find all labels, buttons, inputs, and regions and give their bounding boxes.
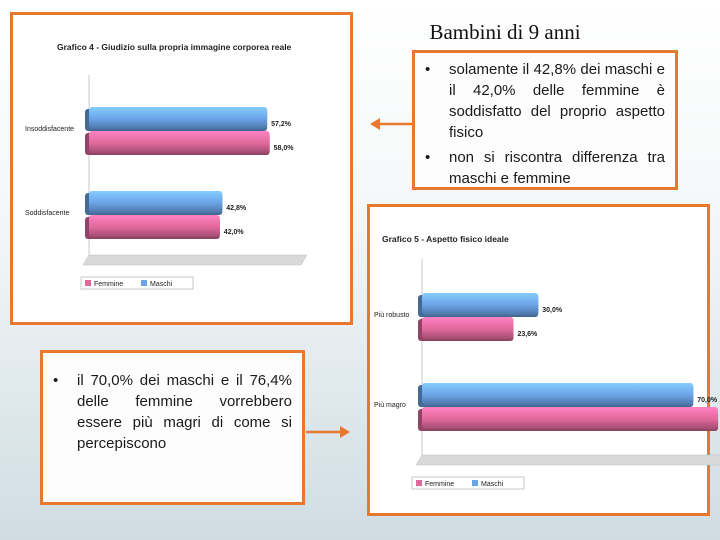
- bar-femmine: [85, 215, 220, 239]
- bar-maschi-face: [422, 383, 693, 405]
- bar-maschi-face: [89, 191, 222, 213]
- bar-femmine-face: [422, 317, 513, 339]
- bar-femmine: [418, 407, 718, 431]
- chart-grafico-5: [370, 207, 718, 513]
- slide-title: Bambini di 9 anni: [429, 20, 581, 44]
- value-label: 42,0%: [223, 229, 244, 236]
- value-label: 70,0%: [697, 397, 718, 404]
- chart-grafico-4: [13, 15, 350, 322]
- bar-maschi-face: [422, 293, 538, 315]
- value-label: 30,0%: [542, 307, 563, 314]
- note-bottom-text-1: il 70,0% dei maschi e il 76,4% delle femmine vorrebbero essere più magri di come si percepiscono: [77, 372, 292, 452]
- bar-maschi: [85, 107, 267, 131]
- bar-femmine-face: [89, 215, 220, 237]
- bar-maschi: [85, 191, 222, 215]
- value-label: 42,8%: [226, 205, 247, 212]
- note-box-top: [412, 50, 678, 190]
- note-top-text-2: non si riscontra differenza tra maschi e femmine: [449, 149, 665, 187]
- note-top-list: [415, 59, 675, 189]
- category-label: Insoddisfacente: [25, 126, 75, 133]
- note-top-item: [415, 147, 665, 189]
- chart-panel-grafico-5: [367, 204, 718, 516]
- chart-floor: [83, 255, 307, 265]
- note-top-item: [415, 59, 665, 143]
- category-label: Più magro: [374, 402, 406, 409]
- bar-maschi-face: [89, 107, 267, 129]
- bar-femmine-face: [422, 407, 718, 429]
- legend-swatch: [141, 280, 147, 286]
- legend: [81, 277, 193, 289]
- legend-label: Femmine: [94, 281, 124, 288]
- bar-femmine: [418, 317, 513, 341]
- bar-maschi: [418, 293, 538, 317]
- legend-swatch: [416, 480, 422, 486]
- chart-panel-grafico-4: [10, 12, 353, 325]
- note-bottom-item: [43, 370, 292, 454]
- note-top-text-1: solamente il 42,8% dei maschi e il 42,0% delle femmine è soddisfatto del proprio aspetto fisico: [449, 61, 665, 141]
- legend-label: Femmine: [425, 481, 455, 488]
- category-label: Soddisfacente: [25, 210, 70, 217]
- category-label: Più robusto: [374, 312, 410, 319]
- bullet-icon: •: [425, 149, 431, 166]
- legend-label: Maschi: [150, 281, 173, 288]
- arrow-left-icon: [368, 116, 416, 132]
- legend-swatch: [472, 480, 478, 486]
- value-label: 57,2%: [271, 121, 291, 128]
- bullet-icon: •: [425, 61, 431, 78]
- value-label: 58,0%: [273, 145, 294, 152]
- legend-swatch: [85, 280, 91, 286]
- legend-label: Maschi: [481, 481, 504, 488]
- bar-femmine-face: [89, 131, 270, 153]
- value-label: 23,6%: [517, 331, 538, 338]
- bullet-icon: •: [53, 372, 59, 389]
- note-box-bottom: [40, 350, 305, 505]
- chart-title: Grafico 5 - Aspetto fisico ideale: [382, 234, 509, 244]
- bar-maschi: [418, 383, 693, 407]
- bar-femmine: [85, 131, 270, 155]
- note-bottom-list: [43, 370, 302, 454]
- chart-title: Grafico 4 - Giudizio sulla propria immagine corporea reale: [57, 42, 292, 52]
- chart-floor: [416, 455, 720, 465]
- arrow-right-icon: [304, 424, 352, 440]
- legend: [412, 477, 524, 489]
